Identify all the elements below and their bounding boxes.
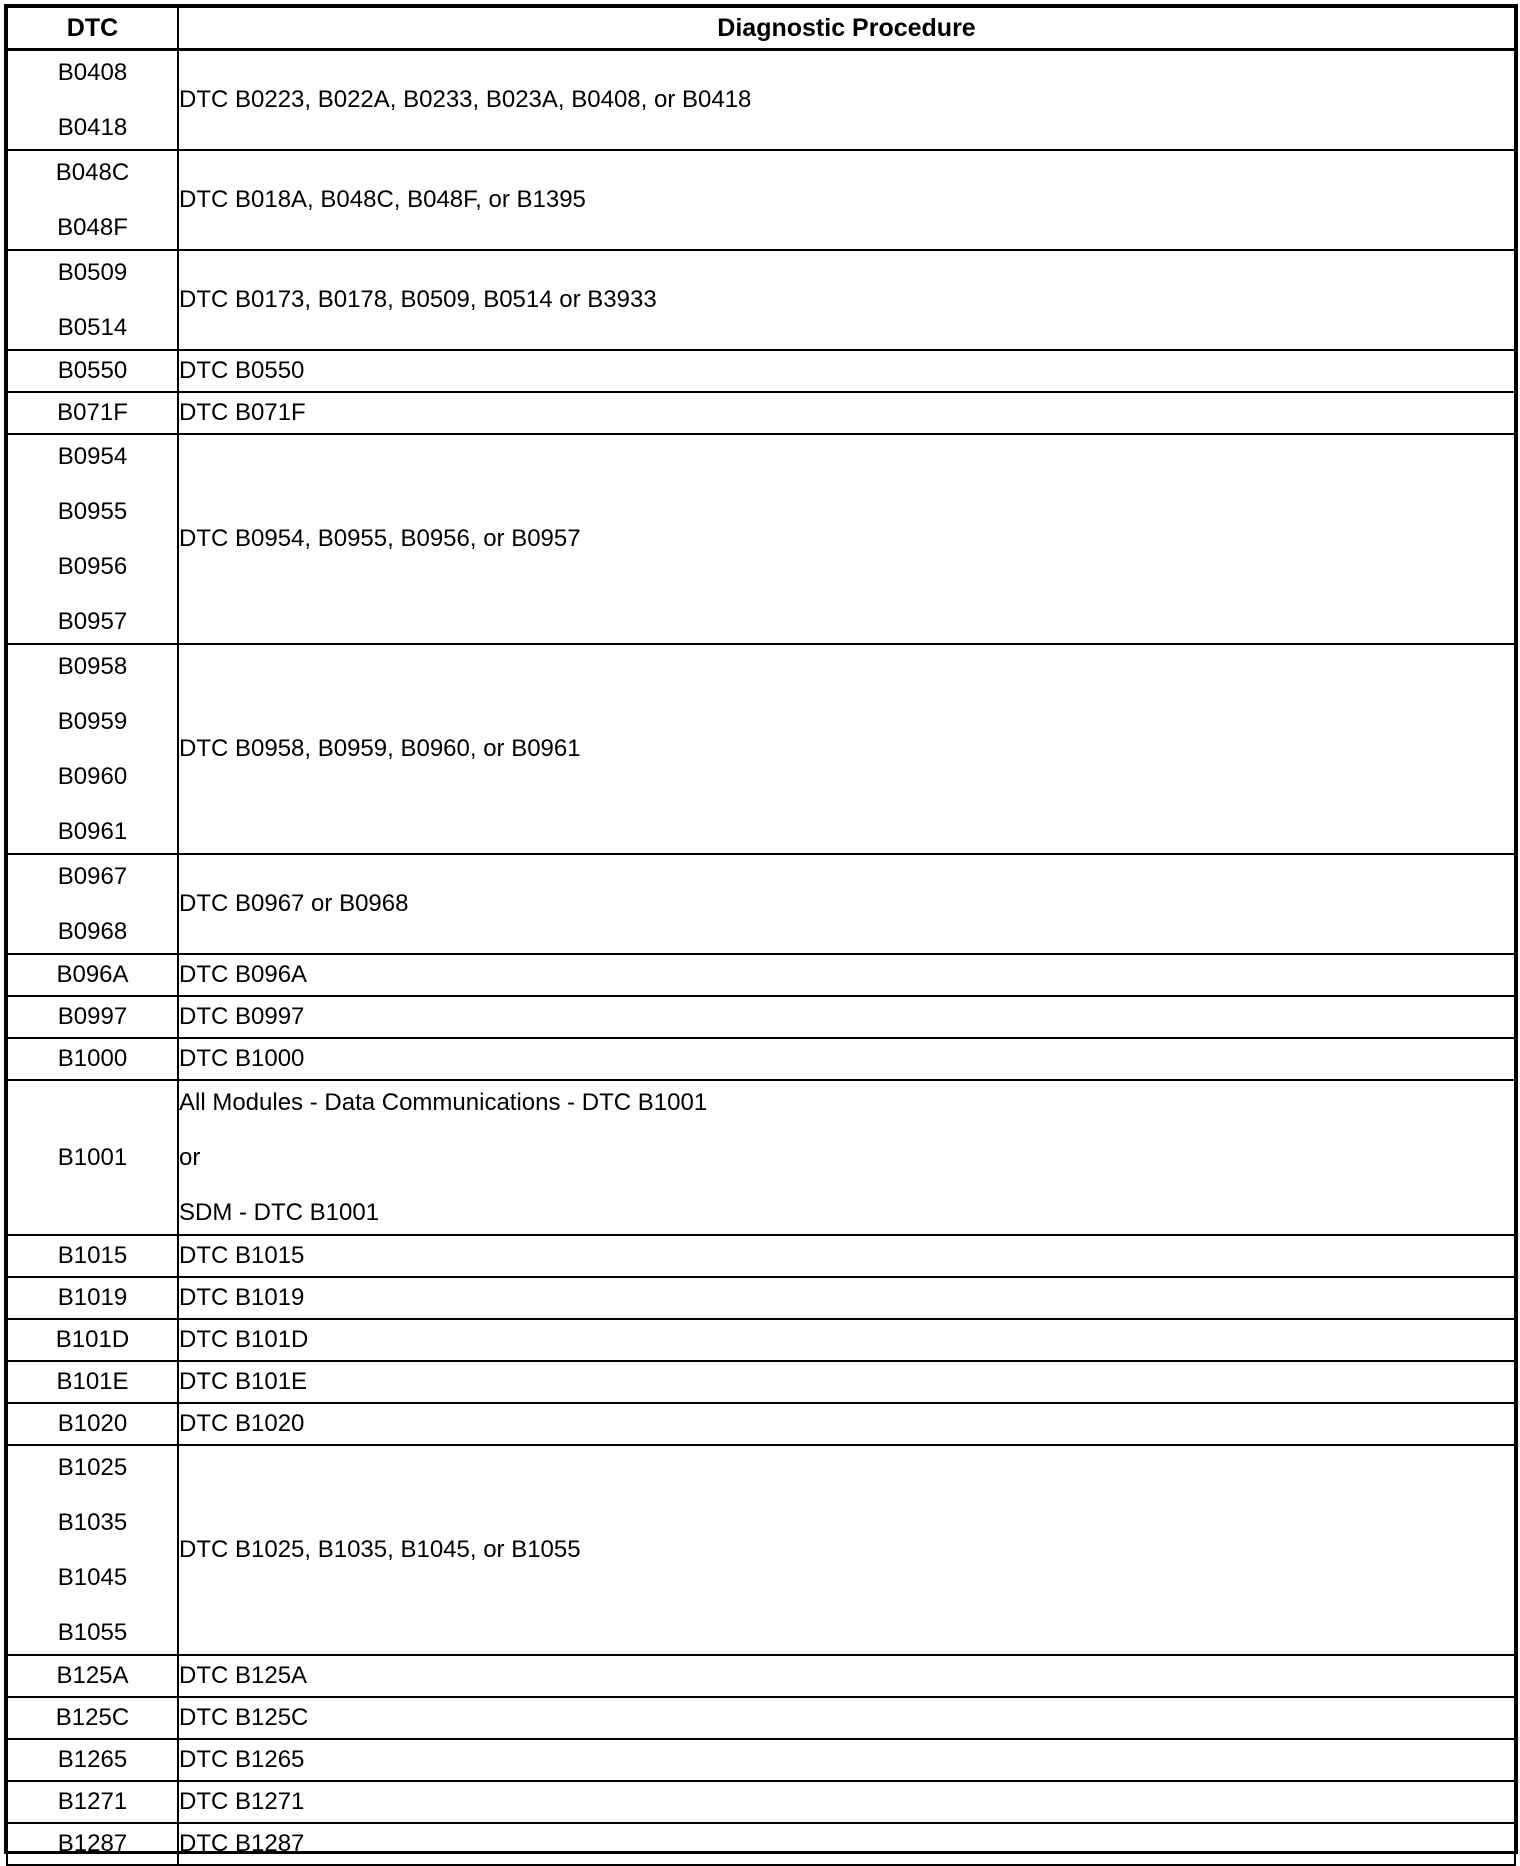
dtc-code-cell <box>7 1445 178 1655</box>
procedure-text: DTC B1020 <box>179 1410 305 1437</box>
table-row <box>7 1781 1515 1823</box>
dtc-code: B0514 <box>57 314 128 341</box>
dtc-code-cell <box>7 350 178 392</box>
dtc-code: B0997 <box>57 1003 128 1030</box>
dtc-code-cell <box>7 854 178 954</box>
table-row <box>7 1739 1515 1781</box>
table-row <box>7 1235 1515 1277</box>
header-diagnostic-procedure: Diagnostic Procedure <box>178 7 1515 50</box>
dtc-code-cell <box>7 1403 178 1445</box>
dtc-code-cell <box>7 250 178 350</box>
dtc-code: B048C <box>55 159 130 186</box>
dtc-code: B0961 <box>57 818 128 845</box>
table-row <box>7 1403 1515 1445</box>
diagnostic-procedure-cell <box>178 1823 1515 1865</box>
diagnostic-procedure-cell <box>178 1080 1515 1235</box>
header-dtc: DTC <box>7 7 178 50</box>
diagnostic-procedure-cell <box>178 250 1515 350</box>
procedure-text: DTC B1019 <box>179 1284 305 1311</box>
procedure-text: All Modules - Data Communications - DTC B1001 <box>179 1089 708 1116</box>
table-body <box>7 50 1515 1866</box>
dtc-code: B1000 <box>57 1045 128 1072</box>
dtc-code: B0955 <box>57 498 128 525</box>
procedure-text: DTC B0967 or B0968 <box>179 890 409 917</box>
diagnostic-procedure-cell <box>178 1235 1515 1277</box>
dtc-code: B125C <box>55 1704 130 1731</box>
procedure-text: DTC B071F <box>179 399 306 426</box>
dtc-code: B1020 <box>57 1410 128 1437</box>
dtc-code: B1265 <box>57 1746 128 1773</box>
procedure-text: DTC B1265 <box>179 1746 305 1773</box>
dtc-code-cell <box>7 1319 178 1361</box>
dtc-code-cell <box>7 1361 178 1403</box>
diagnostic-procedure-cell <box>178 644 1515 854</box>
dtc-code: B0958 <box>57 653 128 680</box>
dtc-code: B1055 <box>57 1619 128 1646</box>
dtc-code-cell <box>7 150 178 250</box>
dtc-code-cell <box>7 996 178 1038</box>
diagnostic-procedure-cell <box>178 1038 1515 1080</box>
procedure-text: DTC B096A <box>179 961 308 988</box>
procedure-text: DTC B0997 <box>179 1003 305 1030</box>
table-row <box>7 1361 1515 1403</box>
diagnostic-procedure-cell <box>178 1277 1515 1319</box>
diagnostic-procedure-cell <box>178 1319 1515 1361</box>
table-row <box>7 644 1515 854</box>
table-row <box>7 434 1515 644</box>
diagnostic-procedure-cell <box>178 1781 1515 1823</box>
diagnostic-procedure-cell <box>178 1655 1515 1697</box>
dtc-code-cell <box>7 954 178 996</box>
dtc-code-cell <box>7 392 178 434</box>
diagnostic-procedure-cell <box>178 1445 1515 1655</box>
diagnostic-procedure-cell <box>178 996 1515 1038</box>
diagnostic-procedure-cell <box>178 1697 1515 1739</box>
dtc-code: B0968 <box>57 918 128 945</box>
table-row <box>7 1697 1515 1739</box>
header-row <box>7 7 1515 50</box>
dtc-code-cell <box>7 1038 178 1080</box>
dtc-code: B0418 <box>57 114 128 141</box>
dtc-code: B096A <box>56 961 129 988</box>
table-row <box>7 996 1515 1038</box>
table-row <box>7 854 1515 954</box>
dtc-code: B1035 <box>57 1509 128 1536</box>
dtc-code: B1001 <box>57 1143 128 1171</box>
table-row <box>7 954 1515 996</box>
dtc-code: B048F <box>57 214 128 241</box>
dtc-procedure-table <box>6 6 1516 1866</box>
dtc-code: B0957 <box>57 608 128 635</box>
dtc-code-cell <box>7 1235 178 1277</box>
dtc-code: B0550 <box>57 357 128 384</box>
procedure-text: DTC B1015 <box>179 1242 305 1269</box>
dtc-code-cell <box>7 1823 178 1865</box>
dtc-code: B1287 <box>57 1830 128 1857</box>
procedure-text: DTC B0173, B0178, B0509, B0514 or B3933 <box>179 286 657 313</box>
procedure-text: DTC B0954, B0955, B0956, or B0957 <box>179 525 581 552</box>
procedure-text: DTC B1271 <box>179 1788 305 1815</box>
dtc-code: B1019 <box>57 1284 128 1311</box>
procedure-text: SDM - DTC B1001 <box>179 1199 380 1226</box>
dtc-code: B1015 <box>57 1242 128 1269</box>
dtc-code: B1045 <box>57 1564 128 1591</box>
procedure-text: DTC B125A <box>179 1662 308 1689</box>
dtc-code: B071F <box>57 399 128 426</box>
dtc-code-cell <box>7 644 178 854</box>
procedure-text: DTC B0958, B0959, B0960, or B0961 <box>179 735 581 762</box>
table-row <box>7 1445 1515 1655</box>
diagnostic-procedure-cell <box>178 1361 1515 1403</box>
dtc-code: B101E <box>56 1368 129 1395</box>
dtc-code: B101D <box>55 1326 130 1353</box>
dtc-code-cell <box>7 50 178 151</box>
dtc-code-cell <box>7 1277 178 1319</box>
table-row <box>7 1080 1515 1235</box>
procedure-text: DTC B125C <box>179 1704 309 1731</box>
table-row <box>7 150 1515 250</box>
dtc-code: B1025 <box>57 1454 128 1481</box>
procedure-text: DTC B1000 <box>179 1045 305 1072</box>
dtc-code-cell <box>7 1655 178 1697</box>
dtc-code-cell <box>7 434 178 644</box>
procedure-text: or <box>179 1144 201 1171</box>
table-row <box>7 1823 1515 1865</box>
table-row <box>7 350 1515 392</box>
diagnostic-procedure-cell <box>178 1739 1515 1781</box>
diagnostic-procedure-cell <box>178 50 1515 151</box>
table-row <box>7 50 1515 151</box>
dtc-code: B1271 <box>57 1788 128 1815</box>
diagnostic-procedure-cell <box>178 350 1515 392</box>
procedure-text: DTC B1025, B1035, B1045, or B1055 <box>179 1536 581 1563</box>
diagnostic-procedure-cell <box>178 854 1515 954</box>
procedure-text: DTC B1287 <box>179 1830 305 1857</box>
dtc-code: B0956 <box>57 553 128 580</box>
table-row <box>7 1655 1515 1697</box>
procedure-text: DTC B0550 <box>179 357 305 384</box>
procedure-text: DTC B101E <box>179 1368 308 1395</box>
table-row <box>7 1038 1515 1080</box>
dtc-code: B0408 <box>57 59 128 86</box>
dtc-code: B0967 <box>57 863 128 890</box>
diagnostic-procedure-cell <box>178 150 1515 250</box>
dtc-code: B0960 <box>57 763 128 790</box>
table-row <box>7 250 1515 350</box>
dtc-code-cell <box>7 1080 178 1235</box>
table-row <box>7 1319 1515 1361</box>
dtc-code-cell <box>7 1781 178 1823</box>
procedure-text: DTC B0223, B022A, B0233, B023A, B0408, or B0418 <box>179 86 752 113</box>
diagnostic-procedure-cell <box>178 434 1515 644</box>
dtc-code: B0509 <box>57 259 128 286</box>
procedure-text: DTC B018A, B048C, B048F, or B1395 <box>179 186 586 213</box>
diagnostic-procedure-cell <box>178 1403 1515 1445</box>
diagnostic-procedure-cell <box>178 392 1515 434</box>
dtc-code: B0954 <box>57 443 128 470</box>
dtc-code-cell <box>7 1739 178 1781</box>
dtc-code-cell <box>7 1697 178 1739</box>
dtc-code: B125A <box>56 1662 129 1689</box>
diagnostic-procedure-cell <box>178 954 1515 996</box>
table-row <box>7 392 1515 434</box>
procedure-text: DTC B101D <box>179 1326 309 1353</box>
table-row <box>7 1277 1515 1319</box>
dtc-code: B0959 <box>57 708 128 735</box>
